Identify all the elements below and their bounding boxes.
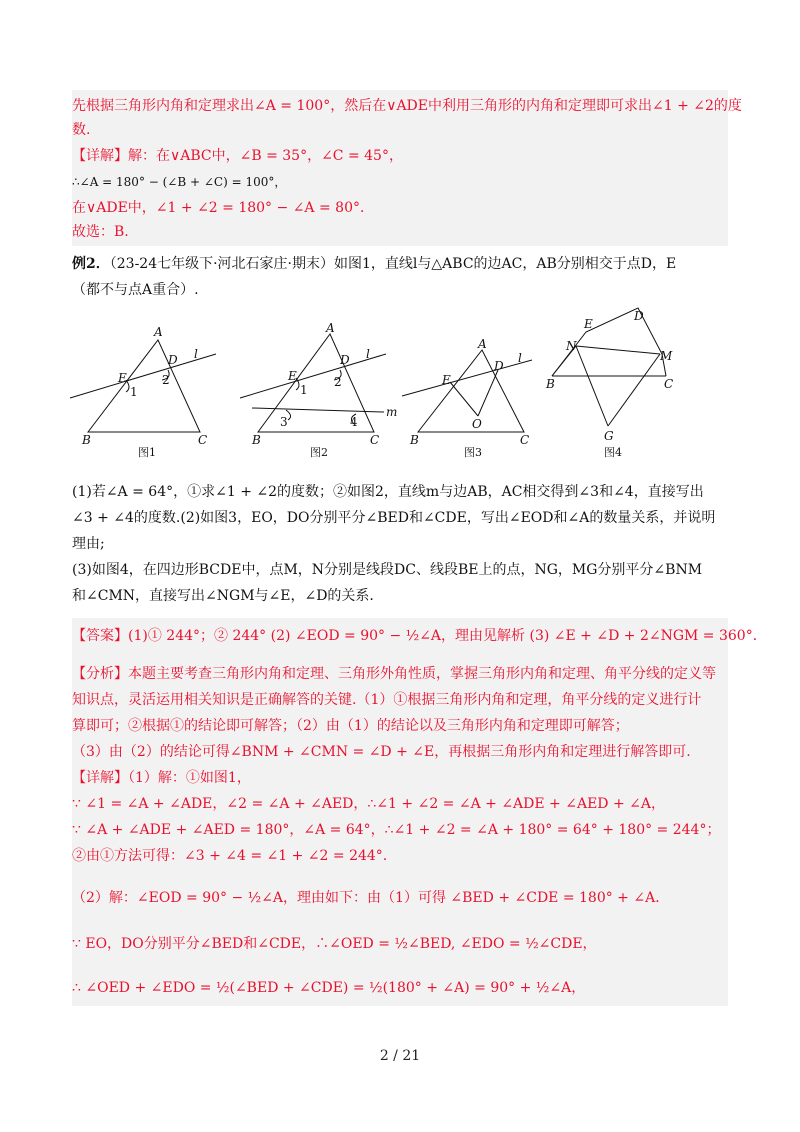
question-line-1: (1)若∠A = 64°，①求∠1 + ∠2的度数；②如图2，直线m与边AB，AC相交得到∠3和∠4，直接写出 — [72, 484, 704, 500]
fig1-label-l: l — [194, 347, 198, 361]
solution-detail-line-1: 【详解】解：在∨ABC中，∠B = 35°，∠C = 45°， — [72, 148, 403, 164]
fig2-label-B: B — [252, 433, 261, 447]
fig1-label-E: E — [118, 371, 127, 385]
fig1-label-2: 2 — [162, 373, 170, 387]
fig3-label-C: C — [520, 433, 530, 447]
solution-choice: 故选：B. — [72, 224, 129, 240]
fig2-label-2: 2 — [334, 375, 342, 389]
question-line-3: 理由; — [72, 536, 105, 552]
solution-line-1: 先根据三角形内角和定理求出∠A = 100°，然后在∨ADE中利用三角形的内角和定理即可求出∠1 + ∠2的度 — [72, 98, 742, 114]
detail-line-1: 【详解】（1）解：①如图1， — [72, 770, 251, 786]
fig4-label-C: C — [664, 377, 674, 391]
fig1-label-A: A — [154, 325, 163, 339]
fig4-label-B: B — [546, 377, 555, 391]
fig3-label-O: O — [472, 417, 482, 431]
fig2-label-l: l — [366, 347, 370, 361]
detail-line-4: ②由①方法可得：∠3 + ∠4 = ∠1 + ∠2 = 244°. — [72, 848, 388, 864]
geometry-figures — [64, 309, 744, 476]
detail-line-3: ∵ ∠A + ∠ADE + ∠AED = 180°，∠A = 64°，∴∠1 + ∠2 = ∠A + 180° = 64° + 180° = 244°； — [72, 822, 721, 838]
fig1-label-B: B — [82, 433, 91, 447]
fig1-label-D: D — [168, 353, 178, 367]
fig3-label-B: B — [410, 433, 419, 447]
detail-line-6: ∵ EO，DO分别平分∠BED和∠CDE，∴∠OED = ½∠BED, ∠EDO = ½∠CDE， — [72, 936, 597, 952]
fig2-label-E: E — [288, 369, 297, 383]
fig4-label-G: G — [604, 429, 614, 443]
fig3-label-D: D — [494, 359, 504, 373]
example-text-2: （都不与点A重合）. — [72, 282, 199, 298]
fig2-label-4: 4 — [350, 415, 358, 429]
fig4-label-M: M — [660, 349, 673, 363]
fig4-label-D: D — [634, 309, 644, 323]
question-line-5: 和∠CMN，直接写出∠NGM与∠E，∠D的关系. — [72, 588, 374, 604]
fig2-label-C: C — [370, 433, 380, 447]
fig3-label-A: A — [478, 337, 487, 351]
fig2-label-3: 3 — [280, 415, 288, 429]
fig1-label-1: 1 — [130, 385, 138, 399]
solution-detail-line-2: ∴∠A = 180° − (∠B + ∠C) = 100°， — [72, 175, 287, 189]
fig2-label-1: 1 — [300, 383, 308, 397]
example-heading — [72, 254, 676, 274]
detail-line-7: ∴ ∠OED + ∠EDO = ½(∠BED + ∠CDE) = ½(180° + ∠A) = 90° + ½∠A， — [72, 980, 586, 996]
fig3-label-E: E — [442, 373, 451, 387]
solution-line-2: 数. — [72, 122, 91, 138]
fig4-label-E: E — [584, 317, 593, 331]
fig2-label-m: m — [386, 405, 398, 419]
figure-caption-2: 图2 — [310, 446, 328, 459]
fig4-label-N: N — [566, 339, 577, 353]
example-text-1: （23-24七年级下·河北石家庄·期末）如图1，直线l与△ABC的边AC，AB分别相交于点D，E — [109, 256, 677, 272]
fig3-label-l: l — [518, 351, 522, 365]
analysis-line-2: 知识点，灵活运用相关知识是正确解答的关键.（1）①根据三角形内角和定理，角平分线的定义进行计 — [72, 692, 702, 708]
fig2-label-A: A — [326, 321, 335, 335]
example-label: 例2． — [72, 256, 110, 272]
detail-line-5: （2）解：∠EOD = 90° − ½∠A，理由如下：由（1）可得 ∠BED + ∠CDE = 180° + ∠A． — [72, 890, 670, 906]
analysis-line-1: 【分析】本题主要考查三角形内角和定理、三角形外角性质，掌握三角形内角和定理、角平分线的定义等 — [72, 666, 716, 682]
figures-row — [64, 309, 744, 476]
question-line-4: (3)如图4，在四边形BCDE中，点M，N分别是线段DC、线段BE上的点，NG，MG分别平分∠BNM — [72, 562, 703, 578]
fig1-label-C: C — [198, 433, 208, 447]
page-number: 2 / 21 — [379, 1048, 421, 1064]
figure-caption-3: 图3 — [464, 446, 482, 459]
figure-caption-1: 图1 — [138, 446, 156, 459]
fig2-label-D: D — [340, 353, 350, 367]
solution-detail-line-3: 在∨ADE中，∠1 + ∠2 = 180° − ∠A = 80°． — [72, 200, 374, 216]
answer-line: 【答案】(1)① 244°；② 244° (2) ∠EOD = 90° − ½∠A，理由见解析 (3) ∠E + ∠D + 2∠NGM = 360°． — [72, 628, 767, 644]
figure-caption-4: 图4 — [604, 446, 622, 459]
question-line-2: ∠3 + ∠4的度数.(2)如图3，EO，DO分别平分∠BED和∠CDE，写出∠EOD和∠A的数量关系，并说明 — [72, 510, 716, 526]
detail-line-2: ∵ ∠1 = ∠A + ∠ADE，∠2 = ∠A + ∠AED，∴∠1 + ∠2 = ∠A + ∠ADE + ∠AED + ∠A， — [72, 796, 665, 812]
analysis-line-4: （3）由（2）的结论可得∠BNM + ∠CMN = ∠D + ∠E，再根据三角形内角和定理进行解答即可. — [72, 744, 691, 760]
analysis-line-3: 算即可；②根据①的结论即可解答；（2）由（1）的结论以及三角形内角和定理即可解答； — [72, 718, 629, 734]
